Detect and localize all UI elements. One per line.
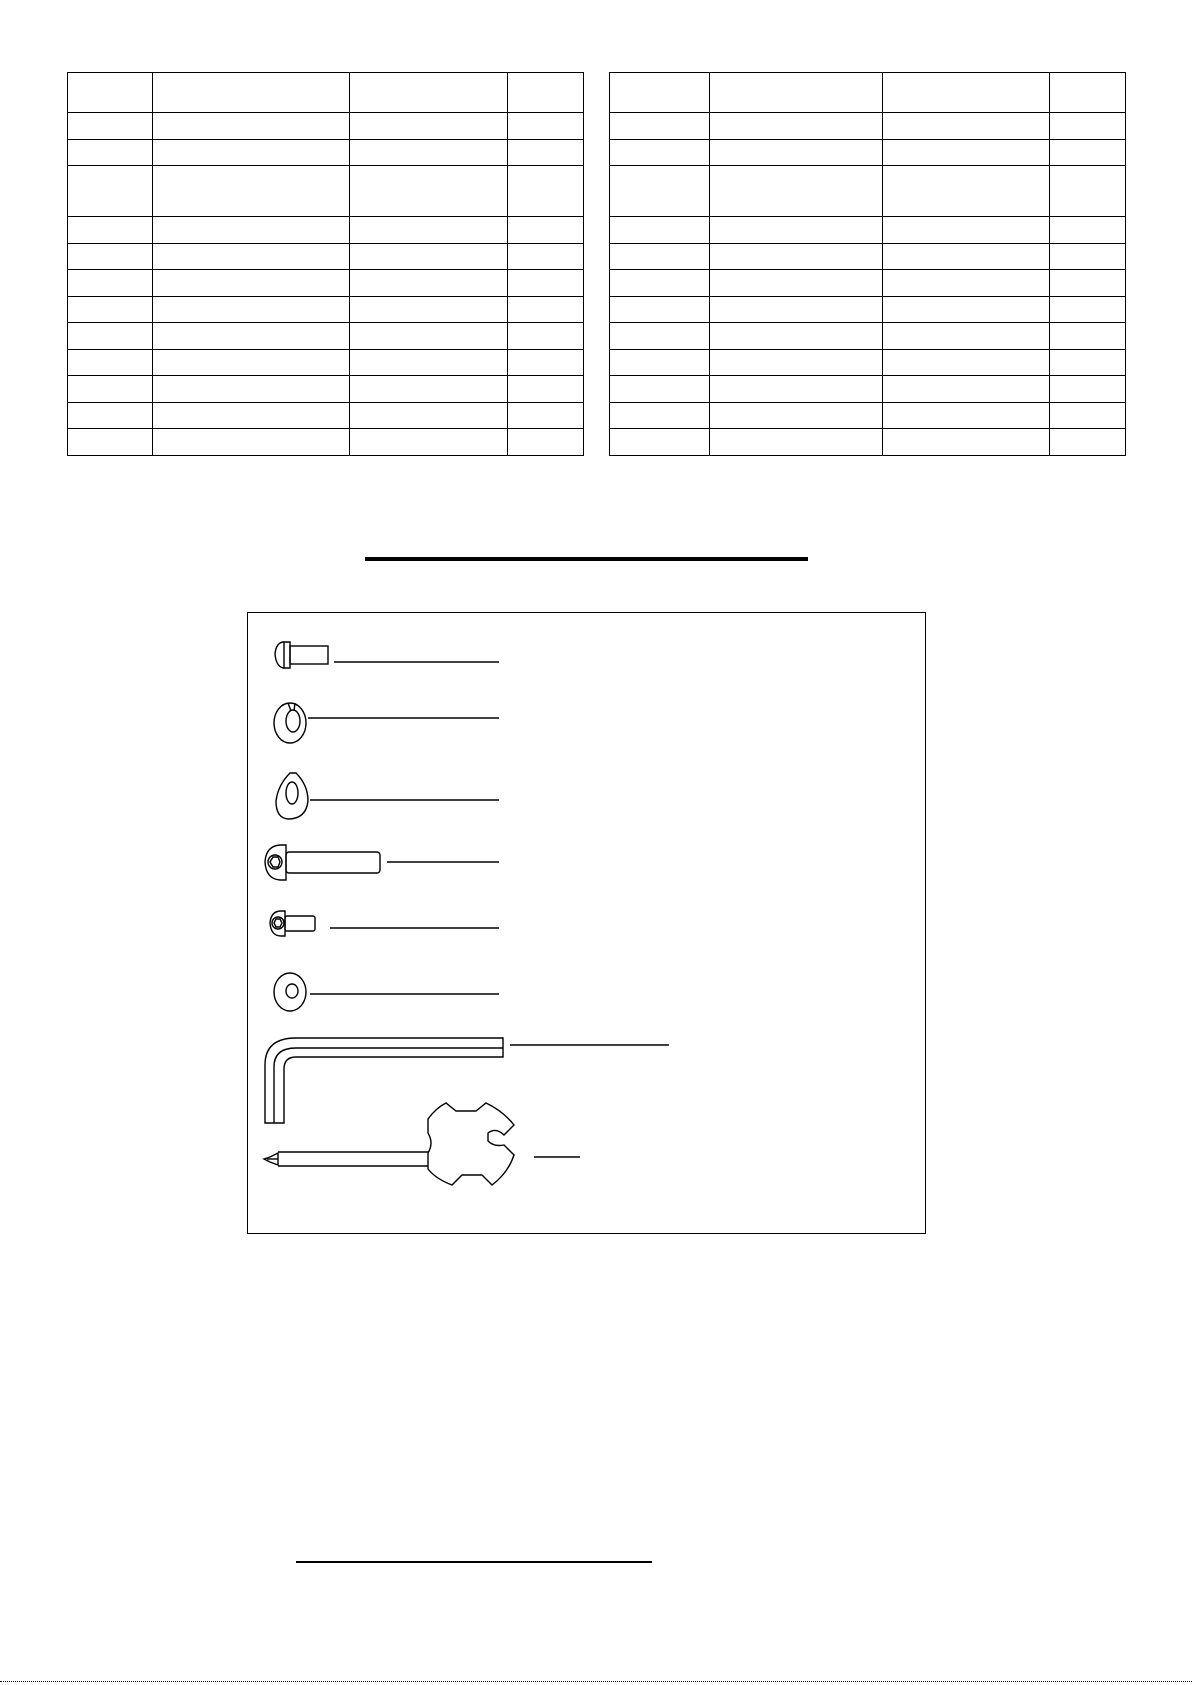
table-row xyxy=(68,113,584,140)
footer-heading-underline xyxy=(296,1561,652,1563)
parts-table-right xyxy=(609,72,1126,456)
hex-socket-bolt-long-icon xyxy=(265,845,499,880)
table-row xyxy=(610,296,1126,323)
table-row xyxy=(610,217,1126,244)
table-row xyxy=(68,402,584,429)
table-row xyxy=(610,429,1126,456)
table-row xyxy=(68,376,584,403)
table-row xyxy=(610,349,1126,376)
section-heading-underline xyxy=(365,557,808,561)
table-row xyxy=(68,217,584,244)
table-row xyxy=(68,323,584,350)
flat-washer-icon xyxy=(274,973,499,1011)
table-row xyxy=(68,349,584,376)
wrench-screwdriver-icon xyxy=(264,1103,580,1185)
table-header-row xyxy=(610,73,1126,113)
curved-washer-icon xyxy=(276,773,499,819)
table-row xyxy=(610,243,1126,270)
hex-socket-bolt-short-icon xyxy=(270,911,499,936)
allen-wrench-icon xyxy=(265,1038,669,1123)
hardware-pack-box xyxy=(247,612,926,1234)
table-row xyxy=(610,139,1126,166)
table-row xyxy=(68,296,584,323)
table-row xyxy=(610,376,1126,403)
table-row xyxy=(610,113,1126,140)
table-row xyxy=(68,243,584,270)
table-row xyxy=(68,429,584,456)
table-header-row xyxy=(68,73,584,113)
table-row xyxy=(610,270,1126,297)
parts-table-left xyxy=(67,72,584,456)
table-row xyxy=(610,166,1126,217)
table-row xyxy=(68,166,584,217)
button-head-bolt-short-icon xyxy=(275,642,499,668)
table-row xyxy=(610,323,1126,350)
table-row xyxy=(68,139,584,166)
split-lock-washer-icon xyxy=(274,703,499,743)
table-row xyxy=(68,270,584,297)
table-row xyxy=(610,402,1126,429)
hardware-diagram xyxy=(248,613,927,1235)
page-edge xyxy=(0,1681,1192,1682)
